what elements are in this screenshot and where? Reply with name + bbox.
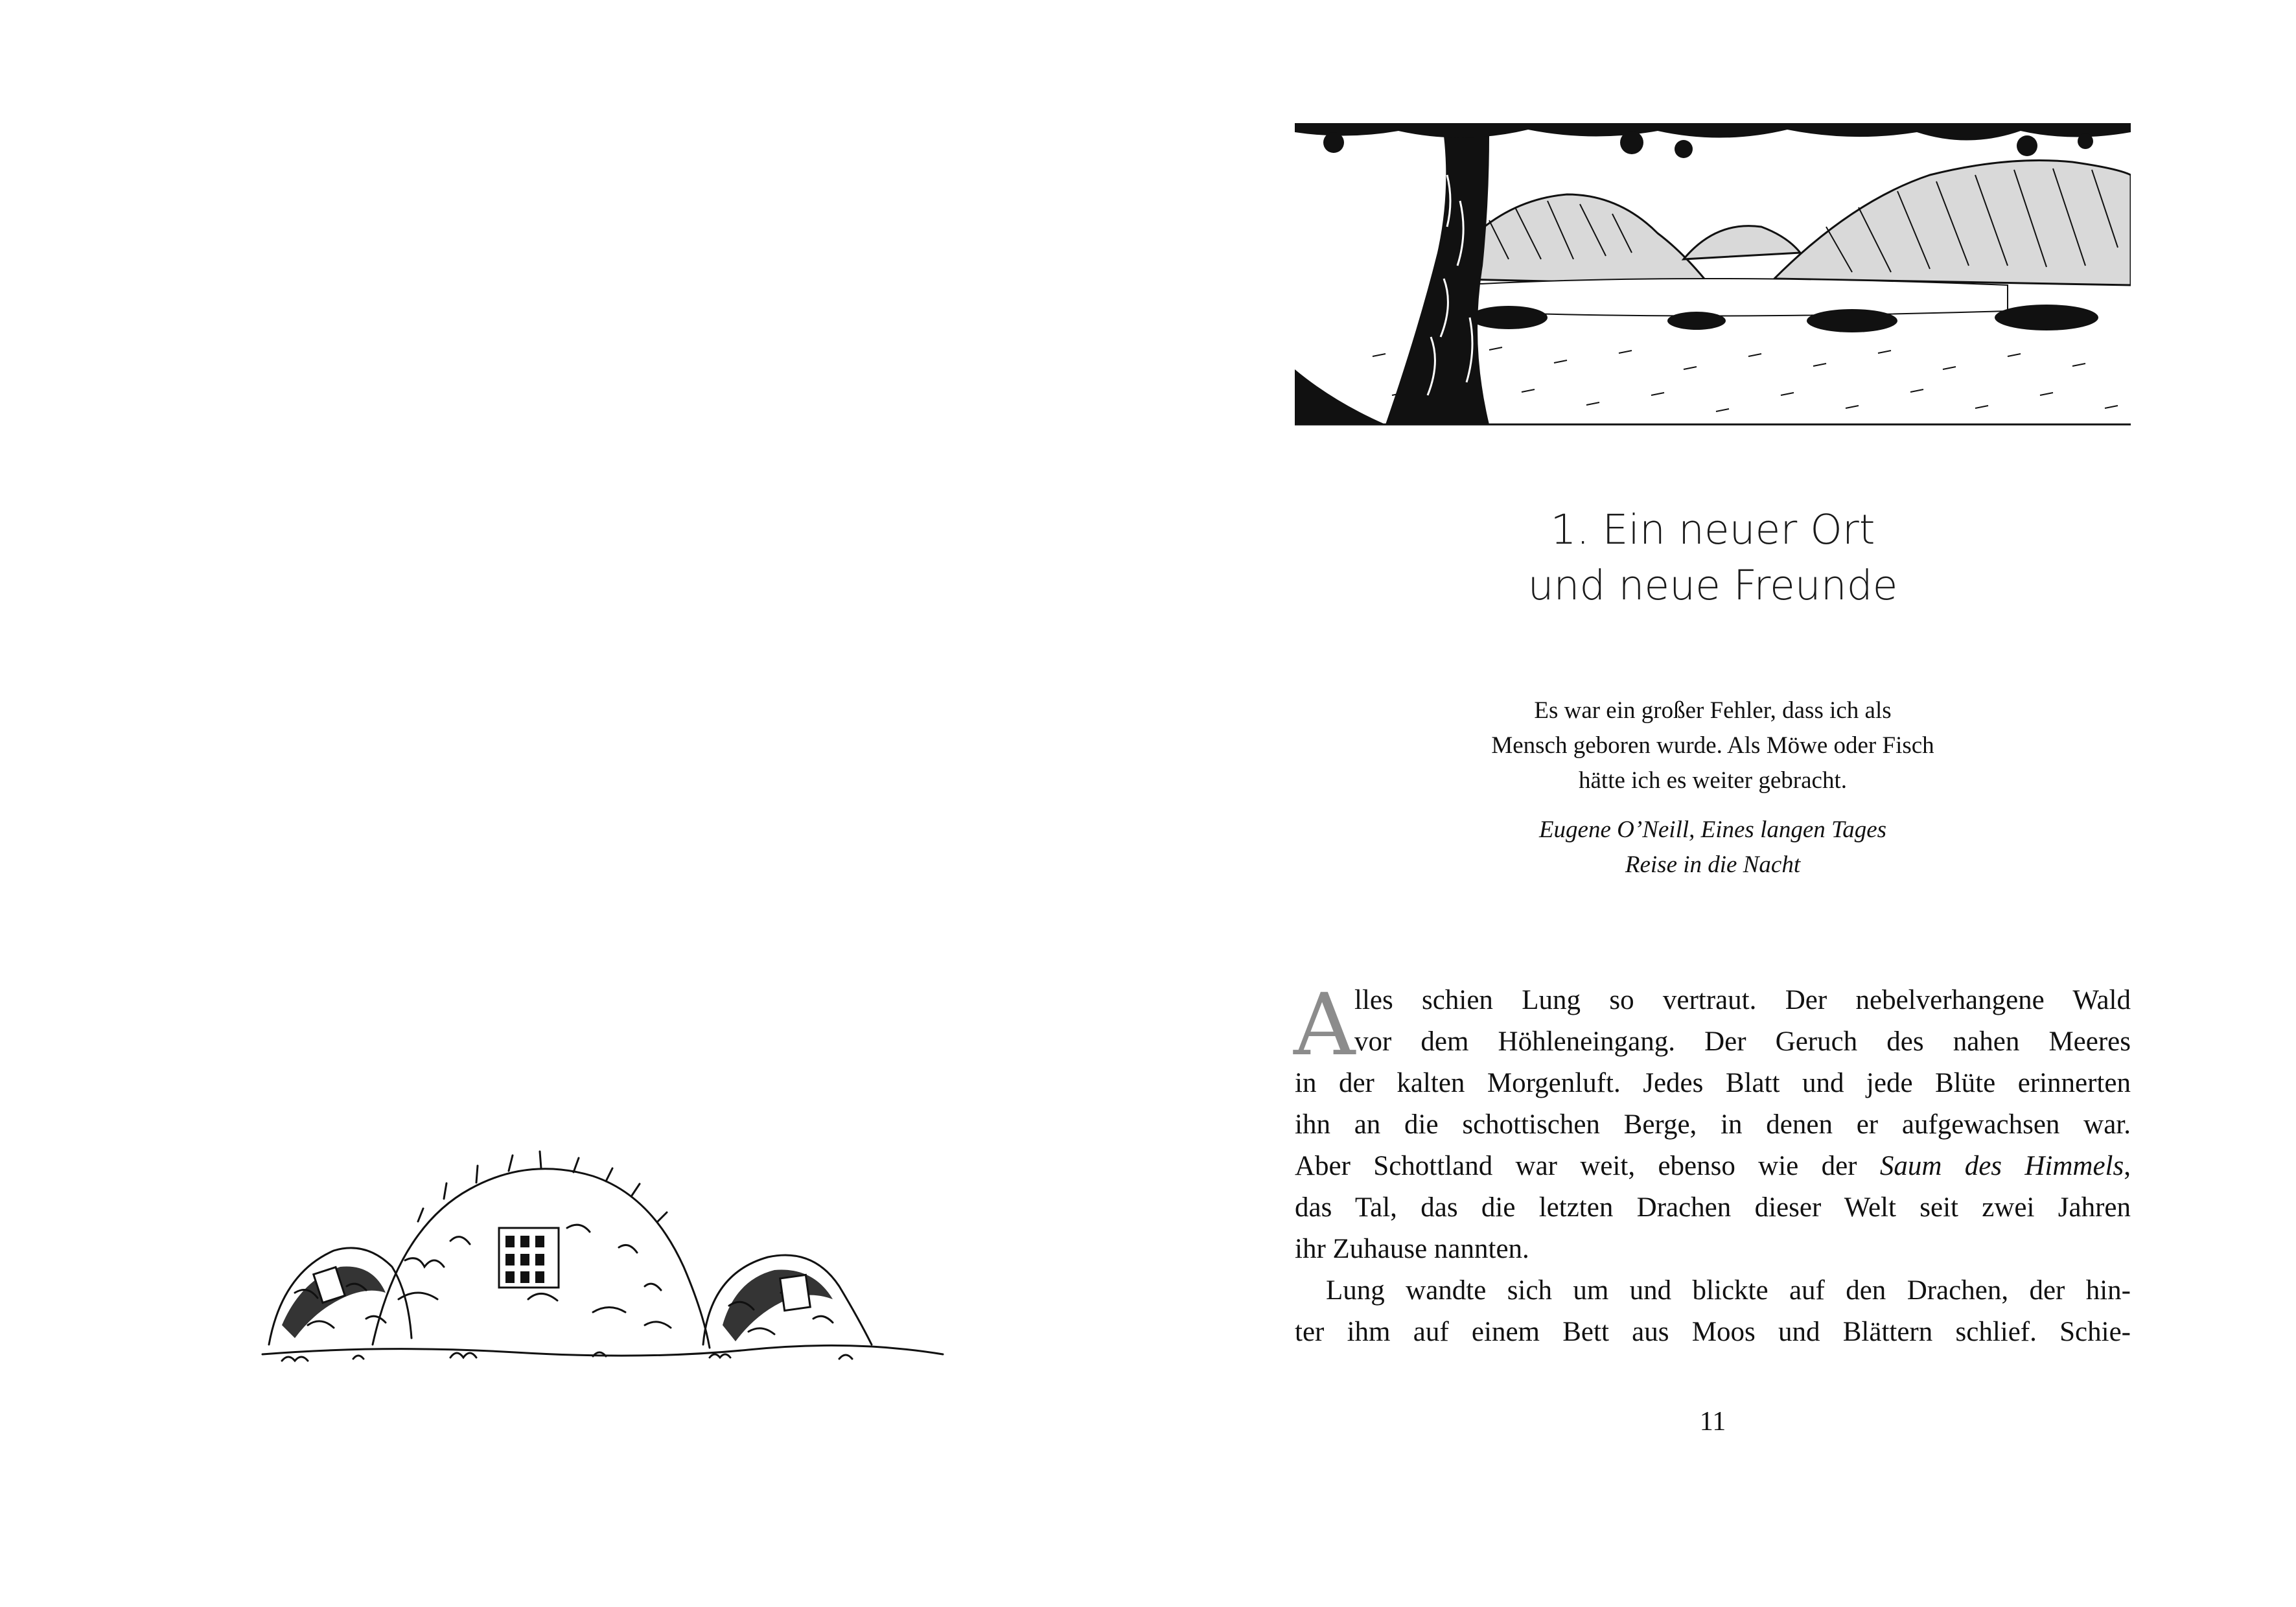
- chapter-title-line-2: und neue Freunde: [1527, 562, 1898, 609]
- right-page: [1148, 0, 2296, 1607]
- epigraph-quote-line: hätte ich es weiter gebracht.: [1579, 767, 1847, 794]
- body-line: ter ihm auf einem Bett aus Moos und Blättern schlief. Schie-: [1295, 1317, 2131, 1347]
- body-line-text: Aber Schottland war weit, ebenso wie der: [1295, 1151, 1880, 1181]
- page-number: 11: [1699, 1407, 1726, 1437]
- epigraph-source: [1295, 813, 2131, 883]
- body-line: [1295, 1146, 2131, 1187]
- epigraph-quote-line: Es war ein großer Fehler, dass ich als: [1534, 697, 1892, 724]
- body-line-text: ,: [2124, 1151, 2131, 1181]
- drop-cap: A: [1293, 975, 1356, 1075]
- epigraph: [1295, 693, 2131, 883]
- body-line: das Tal, das die letzten Drachen dieser Welt seit zwei Jahren: [1295, 1192, 2131, 1223]
- hill-houses-illustration: [256, 1131, 949, 1370]
- epigraph-quote-line: Mensch geboren wurde. Als Möwe oder Fisch: [1491, 732, 1934, 759]
- body-line: ihn an die schottischen Berge, in denen er aufgewachsen war.: [1295, 1109, 2131, 1140]
- epigraph-quote: [1295, 693, 2131, 798]
- body-line: vor dem Höhleneingang. Der Geruch des nahen Meeres: [1354, 1026, 2131, 1057]
- body-text: [1293, 975, 2131, 1353]
- chapter-title-line-1: 1. Ein neuer Ort: [1550, 506, 1875, 553]
- epigraph-source-line: Reise in die Nacht: [1625, 851, 1801, 878]
- body-line: Lung wandte sich um und blickte auf den Drachen, der hin-: [1326, 1275, 2131, 1306]
- epigraph-source-line: Eugene O’Neill, Eines langen Tages: [1538, 816, 1887, 843]
- body-line-italic: Saum des Himmels: [1879, 1151, 2124, 1181]
- body-line: lles schien Lung so vertraut. Der nebelverhangene Wald: [1354, 985, 2131, 1015]
- landscape-tree-illustration: [1295, 123, 2131, 428]
- body-line: ihr Zuhause nannten.: [1295, 1234, 1529, 1264]
- chapter-title: [1295, 502, 2131, 614]
- body-line: in der kalten Morgenluft. Jedes Blatt und jede Blüte erinnerten: [1295, 1068, 2131, 1098]
